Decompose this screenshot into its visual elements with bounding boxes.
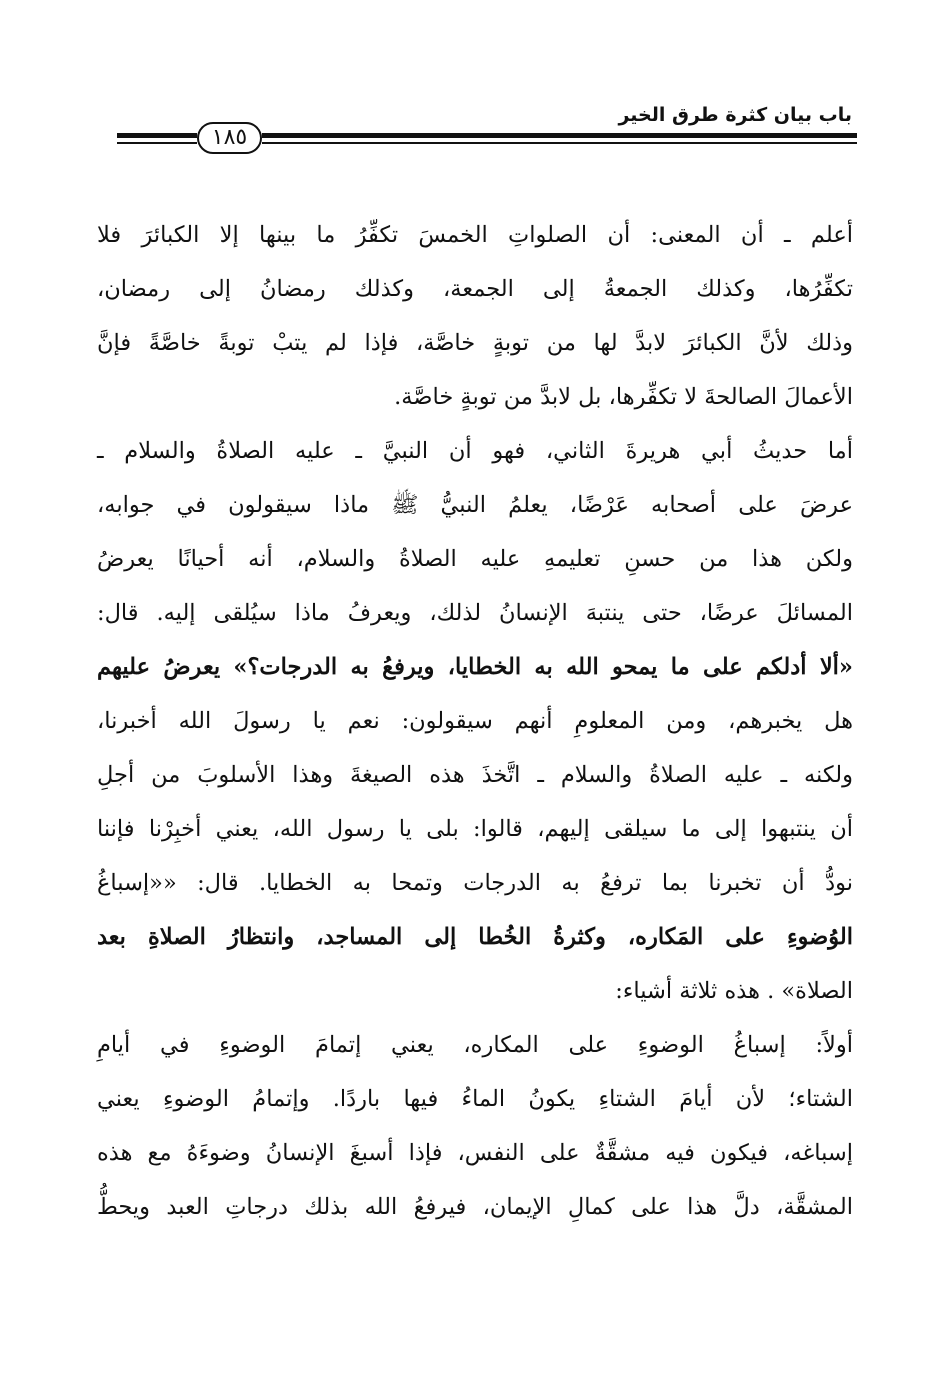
text-line: المسائلَ عرضًا، حتى ينتبهَ الإنسانُ لذلك، ويعرفُ ماذا سيُلقى إليه. قال: xyxy=(97,600,853,626)
text-line: الأعمالَ الصالحةَ لا تكفِّرها، بل لابدَّ من توبةٍ خاصَّة. xyxy=(394,384,853,410)
text-line: تكفِّرُها، وكذلك الجمعةُ إلى الجمعة، وكذلك رمضانُ إلى رمضان، xyxy=(97,276,853,302)
body-text xyxy=(97,208,853,1234)
page-number: ١٨٥ xyxy=(197,122,262,154)
text-line: أولاً: إسباغُ الوضوءِ على المكاره، يعني إتمامَ الوضوءِ في أيامِ xyxy=(97,1032,853,1058)
text-line: «ألا أدلكم على ما يمحو الله به الخطايا، ويرفعُ به الدرجات؟» يعرضُ عليهم xyxy=(97,654,853,680)
text-line: الشتاء؛ لأن أيامَ الشتاءِ يكونُ الماءُ فيها باردًا. وإتمامُ الوضوءِ يعني xyxy=(97,1086,853,1112)
text-line: نودُّ أن تخبرنا بما ترفعُ به الدرجات وتمحا به الخطايا. قال: ««إسباغُ xyxy=(97,870,853,896)
text-line: الوُضوءِ على المَكاره، وكثرةُ الخُطا إلى المساجد، وانتظارُ الصلاةِ بعد xyxy=(97,924,853,950)
text-line: أعلم ـ أن المعنى: أن الصلواتِ الخمسَ تكفِّرُ ما بينها إلا الكبائرَ فلا xyxy=(97,222,853,248)
text-line: المشقَّة، دلَّ هذا على كمالِ الإيمان، فيرفعُ الله بذلك درجاتِ العبد ويحطُّ xyxy=(97,1194,853,1220)
text-line: هل يخبرهم، ومن المعلومِ أنهم سيقولون: نعم يا رسولَ الله أخبرنا، xyxy=(97,708,853,734)
text-line: ولكن هذا من حسنِ تعليمهِ عليه الصلاةُ والسلام، أنه أحيانًا يعرضُ xyxy=(97,546,853,572)
text-line: عرضَ على أصحابه عَرْضًا، يعلمُ النبيُّ ﷺ ماذا سيقولون في جوابه، xyxy=(97,492,853,518)
text-line: الصلاة» . هذه ثلاثة أشياء: xyxy=(615,978,853,1004)
header-rule-thin xyxy=(262,142,857,144)
running-header-title: باب بيان كثرة طرق الخير xyxy=(618,104,852,126)
header-rule-thick xyxy=(262,133,857,138)
text-line: إسباغه، فيكون فيه مشقَّةٌ على النفس، فإذا أسبغَ الإنسانُ وضوءَهُ مع هذه xyxy=(97,1140,853,1166)
text-line: أن ينتبهوا إلى ما سيلقى إليهم، قالوا: بلى يا رسول الله، يعني أخبِرْنا فإننا xyxy=(97,816,853,842)
text-line: أما حديثُ أبي هريرةَ الثاني، فهو أن النبيَّ ـ عليه الصلاةُ والسلام ـ xyxy=(97,438,853,464)
header-rule-thick-left xyxy=(117,133,197,138)
text-line: وذلك لأنَّ الكبائرَ لابدَّ لها من توبةٍ خاصَّة، فإذا لم يتبْ توبةً خاصَّةً فإنَّ xyxy=(97,330,853,356)
text-line: ولكنه ـ عليه الصلاةُ والسلام ـ اتَّخذَ هذه الصيغةَ وهذا الأسلوبَ من أجلِ xyxy=(97,762,853,788)
header-rule-thin-left xyxy=(117,142,197,144)
